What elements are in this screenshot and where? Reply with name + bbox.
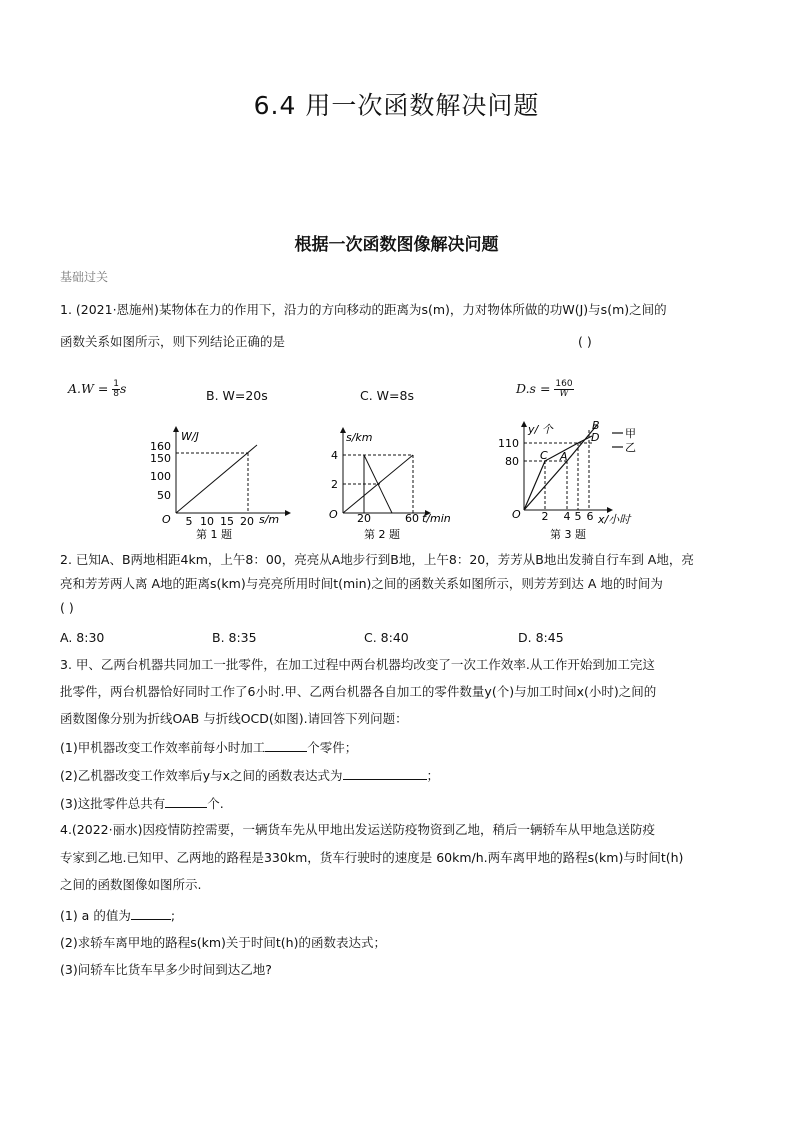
fig3-ytick-80: 80	[505, 455, 519, 468]
q3-line1: 3. 甲、乙两台机器共同加工一批零件，在加工过程中两台机器均改变了一次工作效率.从工作开始到加工完这	[60, 657, 655, 672]
q2-option-b: B. 8:35	[212, 630, 257, 645]
fig1-caption: 第 1 题	[196, 528, 232, 541]
figure-2	[329, 428, 451, 541]
fig3-xtick-5: 5	[574, 510, 582, 523]
q4-line2: 专家到乙地.已知甲、乙两地的路程是330km，货车行驶时的速度是 60km/h.两车离甲地的路程s(km)与时间t(h)	[60, 850, 684, 865]
fig2-origin: O	[329, 508, 338, 521]
q4-line1: 4.(2022·丽水)因疫情防控需要，一辆货车先从甲地出发运送防疫物资到乙地，稍后一辆轿车从甲地急送防疫	[60, 822, 655, 837]
figure-3	[498, 419, 636, 541]
q3-blank2[interactable]	[343, 767, 427, 780]
fig1-ylabel: W/J	[181, 430, 199, 443]
q4-sub1: (1) a 的值为 ;	[60, 908, 176, 923]
fig3-xtick-4: 4	[563, 510, 571, 523]
fig3-point-d: D	[591, 431, 600, 444]
fig3-ytick-110: 110	[498, 437, 519, 450]
q1-option-b: B. W=20s	[206, 388, 268, 403]
fig3-point-b: B	[592, 419, 600, 432]
fig1-xtick-15: 15	[220, 515, 234, 528]
q4-sub3: (3)问轿车比货车早多少时间到达乙地?	[60, 962, 272, 977]
q3-line3: 函数图像分别为折线OAB 与折线OCD(如图).请回答下列问题：	[60, 711, 408, 726]
fig3-legend-jia: 甲	[625, 427, 636, 440]
fig2-caption: 第 2 题	[364, 528, 400, 541]
fig3-point-a: A	[560, 450, 568, 463]
fig2-ytick-4: 4	[331, 449, 338, 462]
q3-line2: 批零件，两台机器恰好同时工作了6小时.甲、乙两台机器各自加工的零件数量y(个)与加工时间x(小时)之间的	[60, 684, 657, 699]
q2-line1: 2. 已知A、B两地相距4km，上午8：00，亮亮从A地步行到B地，上午8：20，芳芳从B地出发骑自行车到 A地，亮	[60, 552, 694, 567]
figure-1	[150, 427, 290, 541]
q1-option-a: A.W = $\frac{1}{8}$ s	[68, 379, 127, 399]
q3-blank1[interactable]	[265, 739, 307, 752]
q4-blank1[interactable]	[131, 907, 171, 920]
fig3-line-jia	[524, 425, 600, 510]
fig3-xlabel: x/小时	[598, 513, 631, 526]
section-title: 根据一次函数图像解决问题	[294, 235, 499, 255]
fig2-ytick-2: 2	[331, 478, 338, 491]
page-title: 6.4 用一次函数解决问题	[253, 91, 540, 120]
fig1-xtick-20: 20	[240, 515, 254, 528]
q4-sub2: (2)求轿车离甲地的路程s(km)关于时间t(h)的函数表达式；	[60, 935, 386, 950]
q1-line1: 1. (2021·恩施州)某物体在力的作用下，沿力的方向移动的距离为s(m)，力对物体所做的功W(J)与s(m)之间的	[60, 302, 667, 317]
q3-sub1: (1)甲机器改变工作效率前每小时加工 个零件；	[60, 740, 358, 755]
fig3-origin: O	[512, 508, 521, 521]
fig3-legend-yi: 乙	[625, 441, 636, 454]
fig1-xtick-5: 5	[185, 515, 193, 528]
fig2-xtick-60: 60	[405, 512, 419, 525]
fig2-xlabel: t/min	[422, 512, 451, 525]
fig1-line	[176, 445, 257, 513]
fig1-ytick-160: 160	[150, 440, 171, 453]
q1-bracket: ( )	[578, 334, 592, 349]
q3-blank3[interactable]	[165, 795, 207, 808]
q2-line3: ( )	[60, 600, 74, 615]
q1-line2: 函数关系如图所示，则下列结论正确的是	[60, 334, 286, 349]
q1-option-d: D.s = $\frac{160}{W}$	[516, 379, 573, 399]
fig2-xtick-20: 20	[357, 512, 371, 525]
section-label: 基础过关	[60, 270, 109, 284]
q2-line2: 亮和芳芳两人离 A地的距离s(km)与亮亮所用时间t(min)之间的函数关系如图所示，则芳芳到达 A 地的时间为	[60, 576, 663, 591]
q2-option-a: A. 8:30	[60, 630, 105, 645]
fig1-xlabel: s/m	[259, 513, 280, 526]
fig2-ylabel: s/km	[346, 431, 373, 444]
fig3-ylabel: y/ 个	[528, 423, 553, 436]
fig3-xtick-2: 2	[541, 510, 549, 523]
q1-option-c: C. W=8s	[360, 388, 414, 403]
fig1-origin: O	[162, 513, 171, 526]
q3-sub2: (2)乙机器改变工作效率后y与x之间的函数表达式为 ；	[60, 768, 440, 783]
fig1-ytick-50: 50	[157, 489, 171, 502]
fig1-ytick-100: 100	[150, 470, 171, 483]
q3-sub3: (3)这批零件总共有 个.	[60, 796, 224, 811]
q4-line3: 之间的函数图像如图所示.	[60, 877, 202, 892]
fig1-ytick-150: 150	[150, 452, 171, 465]
fig3-xtick-6: 6	[586, 510, 594, 523]
figures-svg	[0, 412, 793, 542]
q2-option-c: C. 8:40	[364, 630, 409, 645]
fig3-point-c: C	[540, 449, 548, 462]
q2-option-d: D. 8:45	[518, 630, 564, 645]
fig1-xtick-10: 10	[200, 515, 214, 528]
fig3-caption: 第 3 题	[550, 528, 586, 541]
